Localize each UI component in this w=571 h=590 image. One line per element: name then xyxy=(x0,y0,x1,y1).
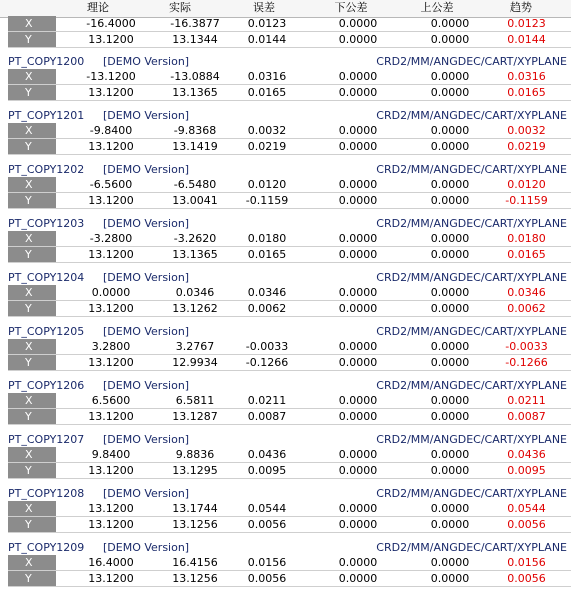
trend-value: 0.0165 xyxy=(507,86,546,99)
feature-name[interactable]: PT_COPY1202 xyxy=(8,163,85,176)
coordinate-system-label: CRD2/MM/ANGDEC/CART/XYPLANE xyxy=(376,109,567,122)
header-cell: 上公差 xyxy=(420,1,454,14)
header-cell: 下公差 xyxy=(334,1,368,14)
actual-value: 13.1744 xyxy=(172,502,218,515)
hi-value: 0.0000 xyxy=(430,448,470,461)
coordinate-system-label: CRD2/MM/ANGDEC/CART/XYPLANE xyxy=(376,541,567,554)
axis-label: Y xyxy=(8,355,56,371)
nominal-value: -6.5600 xyxy=(89,178,133,191)
demo-version-label: [DEMO Version] xyxy=(103,379,190,392)
trend-value: 0.0087 xyxy=(507,410,546,423)
trend-value: 0.0156 xyxy=(507,556,546,569)
actual-value: -9.8368 xyxy=(173,124,217,137)
table-row xyxy=(8,463,571,479)
table-row xyxy=(8,339,571,355)
feature-name[interactable]: PT_COPY1209 xyxy=(8,541,85,554)
axis-label: Y xyxy=(8,571,56,587)
nominal-value: 9.8400 xyxy=(91,448,131,461)
nominal-value: 13.1200 xyxy=(88,248,134,261)
row-divider xyxy=(8,47,571,48)
axis-label: X xyxy=(8,69,56,85)
row-divider xyxy=(8,208,571,209)
feature-header xyxy=(8,162,571,177)
demo-version-label: [DEMO Version] xyxy=(103,55,190,68)
axis-label: Y xyxy=(8,139,56,155)
axis-label: X xyxy=(8,501,56,517)
nominal-value: 13.1200 xyxy=(88,572,134,585)
nominal-value: -9.8400 xyxy=(89,124,133,137)
actual-value: 13.1262 xyxy=(172,302,218,315)
header-cell: 误差 xyxy=(253,1,275,14)
trend-value: 0.0123 xyxy=(507,17,546,30)
trend-value: 0.0056 xyxy=(507,518,546,531)
feature-header xyxy=(8,324,571,339)
lo-value: 0.0000 xyxy=(338,140,378,153)
lo-value: 0.0000 xyxy=(338,33,378,46)
trend-value: 0.0144 xyxy=(507,33,546,46)
table-row xyxy=(8,285,571,301)
dev-value: -0.0033 xyxy=(245,340,289,353)
feature-name[interactable]: PT_COPY1203 xyxy=(8,217,85,230)
table-row xyxy=(8,123,571,139)
coordinate-system-label: CRD2/MM/ANGDEC/CART/XYPLANE xyxy=(376,325,567,338)
actual-value: -3.2620 xyxy=(173,232,217,245)
axis-label: Y xyxy=(8,32,56,48)
hi-value: 0.0000 xyxy=(430,556,470,569)
row-divider xyxy=(8,262,571,263)
demo-version-label: [DEMO Version] xyxy=(103,487,190,500)
axis-label: X xyxy=(8,231,56,247)
hi-value: 0.0000 xyxy=(430,286,470,299)
dev-value: 0.0056 xyxy=(247,518,287,531)
feature-name[interactable]: PT_COPY1201 xyxy=(8,109,85,122)
actual-value: -6.5480 xyxy=(173,178,217,191)
coordinate-system-label: CRD2/MM/ANGDEC/CART/XYPLANE xyxy=(376,163,567,176)
coordinate-system-label: CRD2/MM/ANGDEC/CART/XYPLANE xyxy=(376,55,567,68)
hi-value: 0.0000 xyxy=(430,140,470,153)
nominal-value: 13.1200 xyxy=(88,410,134,423)
dev-value: 0.0056 xyxy=(247,572,287,585)
nominal-value: 13.1200 xyxy=(88,86,134,99)
table-row xyxy=(8,85,571,101)
dev-value: 0.0346 xyxy=(247,286,287,299)
row-divider xyxy=(8,532,571,533)
feature-header xyxy=(8,432,571,447)
lo-value: 0.0000 xyxy=(338,394,378,407)
coordinate-system-label: CRD2/MM/ANGDEC/CART/XYPLANE xyxy=(376,379,567,392)
nominal-value: 13.1200 xyxy=(88,502,134,515)
actual-value: 13.1365 xyxy=(172,248,218,261)
trend-value: 0.0120 xyxy=(507,178,546,191)
header-cell: 理论 xyxy=(87,1,109,14)
dev-value: 0.0436 xyxy=(247,448,287,461)
axis-label: X xyxy=(8,177,56,193)
dev-value: 0.0120 xyxy=(247,178,287,191)
demo-version-label: [DEMO Version] xyxy=(103,325,190,338)
table-row xyxy=(8,69,571,85)
coordinate-system-label: CRD2/MM/ANGDEC/CART/XYPLANE xyxy=(376,271,567,284)
dev-value: 0.0156 xyxy=(247,556,287,569)
table-row xyxy=(8,177,571,193)
feature-name[interactable]: PT_COPY1207 xyxy=(8,433,85,446)
hi-value: 0.0000 xyxy=(430,232,470,245)
trend-value: 0.0032 xyxy=(507,124,546,137)
lo-value: 0.0000 xyxy=(338,410,378,423)
row-divider xyxy=(8,424,571,425)
trend-value: 0.0180 xyxy=(507,232,546,245)
actual-value: 13.1256 xyxy=(172,572,218,585)
lo-value: 0.0000 xyxy=(338,356,378,369)
feature-name[interactable]: PT_COPY1205 xyxy=(8,325,85,338)
dev-value: 0.0032 xyxy=(247,124,287,137)
actual-value: 16.4156 xyxy=(172,556,218,569)
dev-value: 0.0095 xyxy=(247,464,287,477)
actual-value: 13.1365 xyxy=(172,86,218,99)
trend-value: 0.0095 xyxy=(507,464,546,477)
nominal-value: 3.2800 xyxy=(91,340,131,353)
table-row xyxy=(8,193,571,209)
hi-value: 0.0000 xyxy=(430,356,470,369)
trend-value: 0.0544 xyxy=(507,502,546,515)
axis-label: Y xyxy=(8,193,56,209)
axis-label: Y xyxy=(8,85,56,101)
hi-value: 0.0000 xyxy=(430,17,470,30)
nominal-value: 13.1200 xyxy=(88,356,134,369)
demo-version-label: [DEMO Version] xyxy=(103,433,190,446)
lo-value: 0.0000 xyxy=(338,340,378,353)
table-row xyxy=(8,447,571,463)
actual-value: 13.1419 xyxy=(172,140,218,153)
hi-value: 0.0000 xyxy=(430,33,470,46)
dev-value: 0.0144 xyxy=(247,33,287,46)
dev-value: 0.0211 xyxy=(247,394,287,407)
hi-value: 0.0000 xyxy=(430,302,470,315)
nominal-value: 13.1200 xyxy=(88,140,134,153)
nominal-value: -13.1200 xyxy=(86,70,136,83)
header-cell: 趋势 xyxy=(510,1,532,14)
axis-label: X xyxy=(8,16,56,32)
feature-name[interactable]: PT_COPY1204 xyxy=(8,271,85,284)
axis-label: X xyxy=(8,555,56,571)
trend-value: 0.0346 xyxy=(507,286,546,299)
actual-value: 13.0041 xyxy=(172,194,218,207)
dev-value: 0.0219 xyxy=(247,140,287,153)
trend-value: 0.0211 xyxy=(507,394,546,407)
feature-header xyxy=(8,378,571,393)
row-divider xyxy=(8,100,571,101)
lo-value: 0.0000 xyxy=(338,518,378,531)
coordinate-system-label: CRD2/MM/ANGDEC/CART/XYPLANE xyxy=(376,217,567,230)
actual-value: 3.2767 xyxy=(175,340,215,353)
lo-value: 0.0000 xyxy=(338,286,378,299)
actual-value: 12.9934 xyxy=(172,356,218,369)
trend-value: 0.0062 xyxy=(507,302,546,315)
hi-value: 0.0000 xyxy=(430,86,470,99)
axis-label: Y xyxy=(8,517,56,533)
table-row xyxy=(8,517,571,533)
trend-value: 0.0436 xyxy=(507,448,546,461)
actual-value: 6.5811 xyxy=(175,394,215,407)
coordinate-system-label: CRD2/MM/ANGDEC/CART/XYPLANE xyxy=(376,487,567,500)
dev-value: 0.0165 xyxy=(247,248,287,261)
nominal-value: 6.5600 xyxy=(91,394,131,407)
hi-value: 0.0000 xyxy=(430,248,470,261)
actual-value: -13.0884 xyxy=(170,70,220,83)
feature-header xyxy=(8,540,571,555)
lo-value: 0.0000 xyxy=(338,572,378,585)
nominal-value: -3.2800 xyxy=(89,232,133,245)
actual-value: -16.3877 xyxy=(170,17,220,30)
actual-value: 13.1287 xyxy=(172,410,218,423)
dev-value: 0.0180 xyxy=(247,232,287,245)
nominal-value: 16.4000 xyxy=(88,556,134,569)
nominal-value: -16.4000 xyxy=(86,17,136,30)
demo-version-label: [DEMO Version] xyxy=(103,163,190,176)
axis-label: X xyxy=(8,123,56,139)
actual-value: 13.1295 xyxy=(172,464,218,477)
row-divider xyxy=(8,154,571,155)
axis-label: Y xyxy=(8,463,56,479)
dev-value: 0.0062 xyxy=(247,302,287,315)
table-row xyxy=(8,16,571,32)
axis-label: X xyxy=(8,339,56,355)
trend-value: 0.0219 xyxy=(507,140,546,153)
trend-value: 0.0165 xyxy=(507,248,546,261)
trend-value: -0.0033 xyxy=(505,340,548,353)
hi-value: 0.0000 xyxy=(430,572,470,585)
hi-value: 0.0000 xyxy=(430,340,470,353)
lo-value: 0.0000 xyxy=(338,448,378,461)
nominal-value: 13.1200 xyxy=(88,302,134,315)
table-row xyxy=(8,555,571,571)
nominal-value: 13.1200 xyxy=(88,464,134,477)
lo-value: 0.0000 xyxy=(338,194,378,207)
hi-value: 0.0000 xyxy=(430,502,470,515)
feature-name[interactable]: PT_COPY1206 xyxy=(8,379,85,392)
table-row xyxy=(8,409,571,425)
feature-header xyxy=(8,216,571,231)
table-row xyxy=(8,393,571,409)
feature-name[interactable]: PT_COPY1200 xyxy=(8,55,85,68)
feature-name[interactable]: PT_COPY1208 xyxy=(8,487,85,500)
table-row xyxy=(8,571,571,587)
nominal-value: 13.1200 xyxy=(88,33,134,46)
hi-value: 0.0000 xyxy=(430,410,470,423)
lo-value: 0.0000 xyxy=(338,17,378,30)
hi-value: 0.0000 xyxy=(430,464,470,477)
nominal-value: 13.1200 xyxy=(88,518,134,531)
hi-value: 0.0000 xyxy=(430,124,470,137)
lo-value: 0.0000 xyxy=(338,502,378,515)
actual-value: 13.1344 xyxy=(172,33,218,46)
lo-value: 0.0000 xyxy=(338,556,378,569)
feature-header xyxy=(8,270,571,285)
table-row xyxy=(8,231,571,247)
hi-value: 0.0000 xyxy=(430,394,470,407)
lo-value: 0.0000 xyxy=(338,124,378,137)
table-row xyxy=(8,247,571,263)
dev-value: 0.0316 xyxy=(247,70,287,83)
table-row xyxy=(8,501,571,517)
demo-version-label: [DEMO Version] xyxy=(103,541,190,554)
lo-value: 0.0000 xyxy=(338,232,378,245)
row-divider xyxy=(8,478,571,479)
actual-value: 13.1256 xyxy=(172,518,218,531)
demo-version-label: [DEMO Version] xyxy=(103,271,190,284)
coordinate-system-label: CRD2/MM/ANGDEC/CART/XYPLANE xyxy=(376,433,567,446)
feature-header xyxy=(8,54,571,69)
dev-value: 0.0544 xyxy=(247,502,287,515)
hi-value: 0.0000 xyxy=(430,518,470,531)
axis-label: Y xyxy=(8,247,56,263)
row-divider xyxy=(8,316,571,317)
feature-header xyxy=(8,108,571,123)
hi-value: 0.0000 xyxy=(430,70,470,83)
axis-label: Y xyxy=(8,301,56,317)
demo-version-label: [DEMO Version] xyxy=(103,217,190,230)
row-divider xyxy=(8,370,571,371)
axis-label: X xyxy=(8,393,56,409)
hi-value: 0.0000 xyxy=(430,194,470,207)
dev-value: 0.0123 xyxy=(247,17,287,30)
lo-value: 0.0000 xyxy=(338,70,378,83)
nominal-value: 0.0000 xyxy=(91,286,131,299)
demo-version-label: [DEMO Version] xyxy=(103,109,190,122)
trend-value: 0.0316 xyxy=(507,70,546,83)
feature-header xyxy=(8,486,571,501)
dev-value: 0.0087 xyxy=(247,410,287,423)
table-row xyxy=(8,301,571,317)
trend-value: -0.1159 xyxy=(505,194,548,207)
lo-value: 0.0000 xyxy=(338,248,378,261)
trend-value: 0.0056 xyxy=(507,572,546,585)
dev-value: 0.0165 xyxy=(247,86,287,99)
dev-value: -0.1266 xyxy=(245,356,289,369)
axis-label: Y xyxy=(8,409,56,425)
table-row xyxy=(8,32,571,48)
lo-value: 0.0000 xyxy=(338,178,378,191)
dev-value: -0.1159 xyxy=(245,194,289,207)
actual-value: 9.8836 xyxy=(175,448,215,461)
axis-label: X xyxy=(8,285,56,301)
axis-label: X xyxy=(8,447,56,463)
table-row xyxy=(8,139,571,155)
lo-value: 0.0000 xyxy=(338,86,378,99)
row-divider xyxy=(8,586,571,587)
trend-value: -0.1266 xyxy=(505,356,548,369)
lo-value: 0.0000 xyxy=(338,464,378,477)
table-row xyxy=(8,355,571,371)
lo-value: 0.0000 xyxy=(338,302,378,315)
nominal-value: 13.1200 xyxy=(88,194,134,207)
header-cell: 实际 xyxy=(169,1,191,14)
actual-value: 0.0346 xyxy=(175,286,215,299)
hi-value: 0.0000 xyxy=(430,178,470,191)
